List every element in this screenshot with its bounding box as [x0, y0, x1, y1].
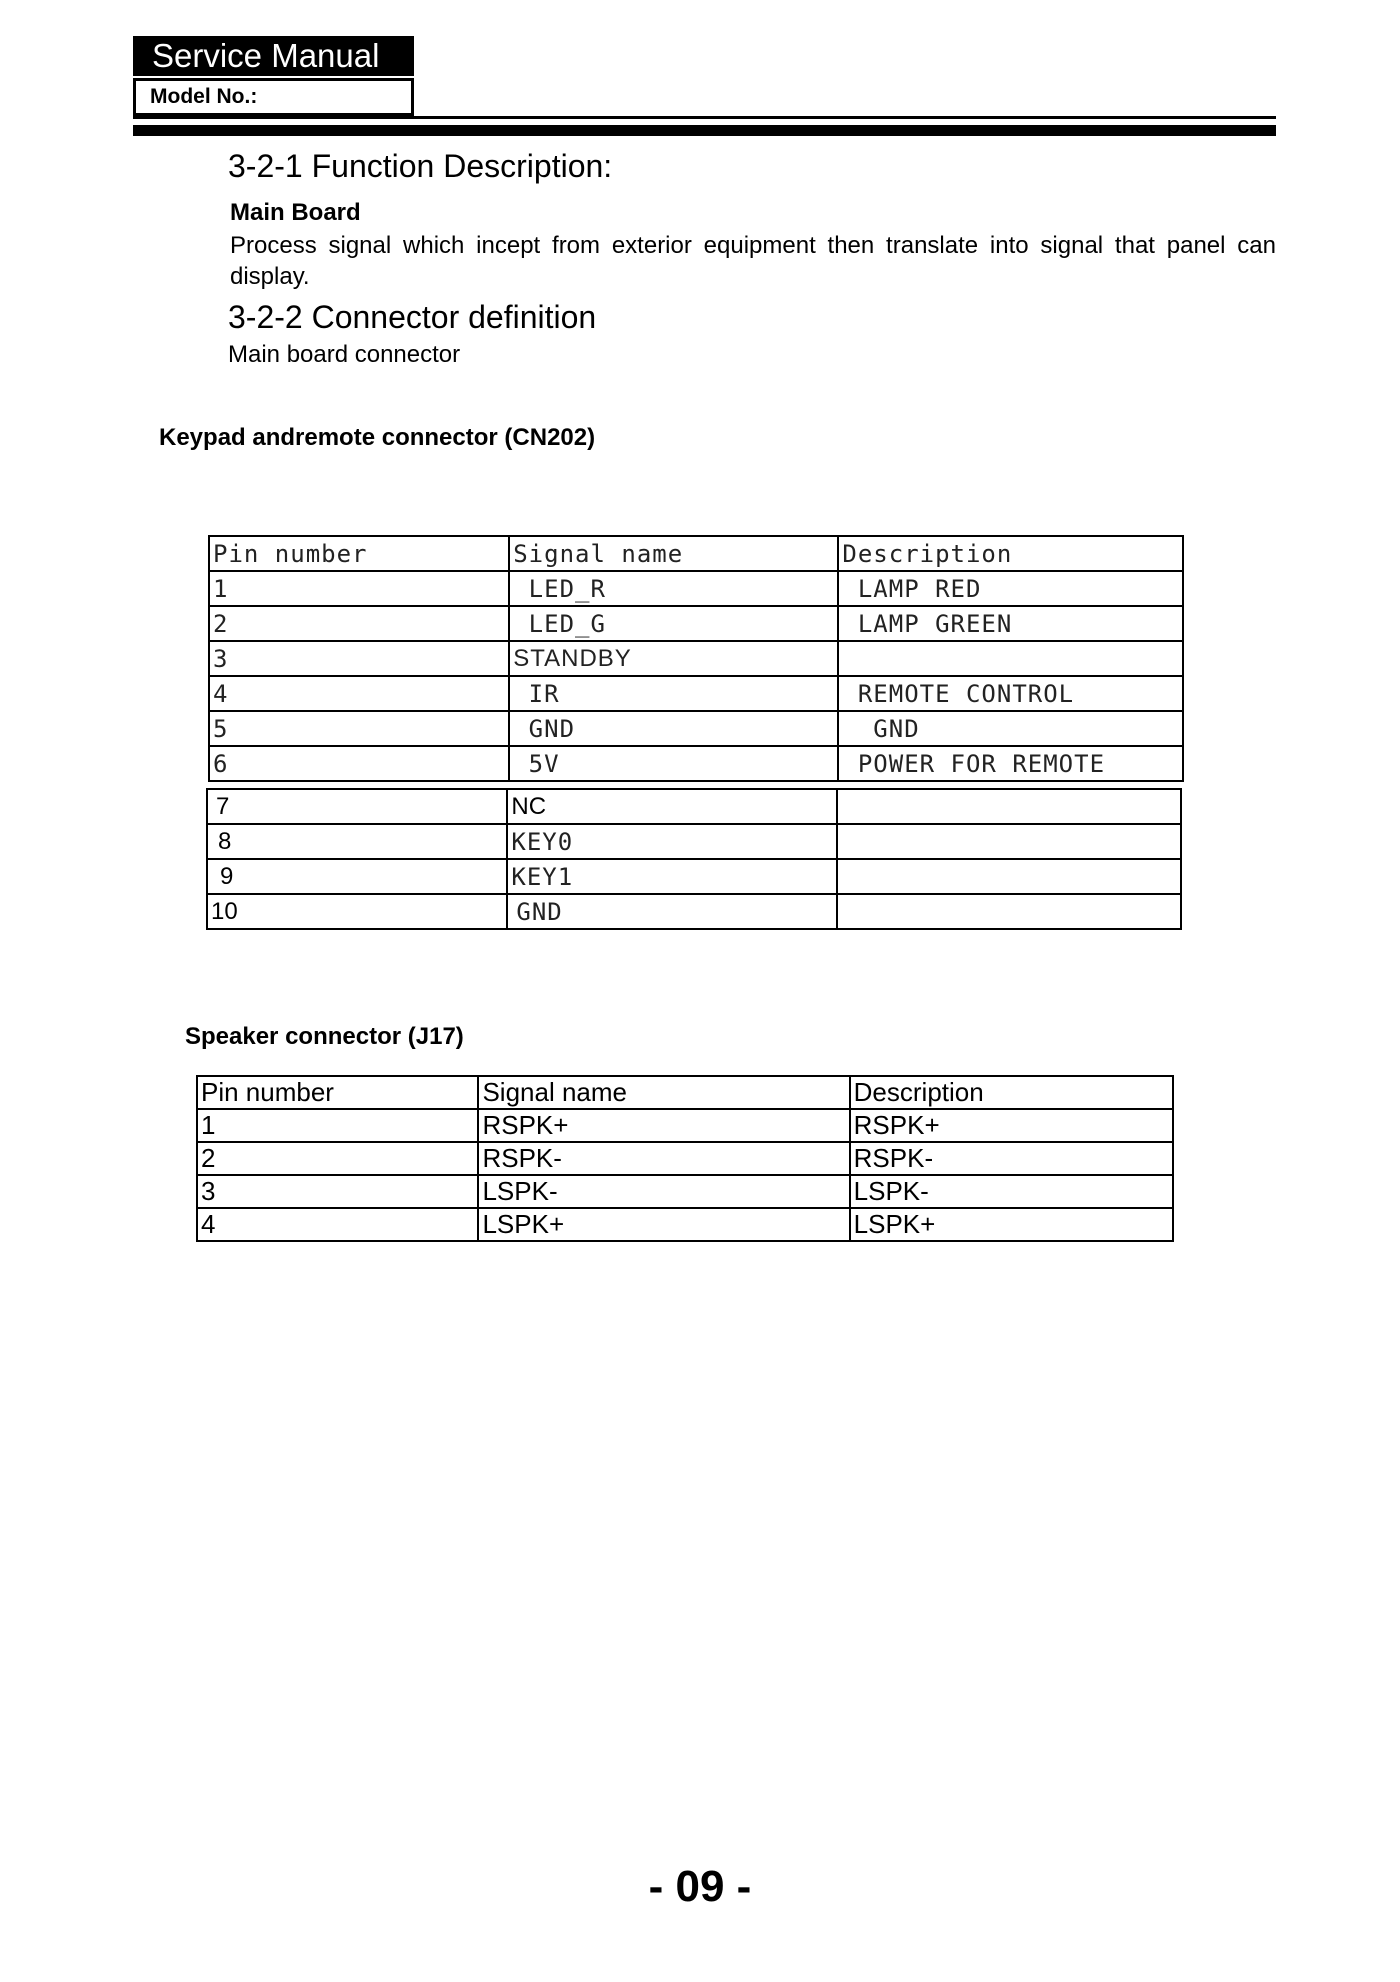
document-title: Service Manual — [133, 36, 414, 76]
description-cell: RSPK- — [850, 1142, 1173, 1175]
signal-cell: RSPK+ — [478, 1109, 849, 1142]
description-cell — [837, 894, 1181, 929]
pin-cell: 3 — [209, 641, 509, 676]
keypad-table-upper — [208, 535, 1184, 782]
pin-cell: 6 — [209, 746, 509, 781]
pin-cell: 9 — [207, 859, 507, 894]
page-number: - 09 - — [648, 1862, 752, 1911]
signal-cell: LED_G — [509, 606, 838, 641]
description-cell: GND — [838, 711, 1183, 746]
signal-cell: 5V — [509, 746, 838, 781]
description-cell — [837, 859, 1181, 894]
description-cell — [837, 789, 1181, 824]
table-header-row — [209, 536, 1183, 571]
signal-cell: RSPK- — [478, 1142, 849, 1175]
pin-cell: 4 — [209, 676, 509, 711]
signal-cell: KEY1 — [507, 859, 836, 894]
pin-cell: 1 — [197, 1109, 478, 1142]
signal-cell: GND — [509, 711, 838, 746]
model-number-label: Model No.: — [133, 78, 414, 116]
pin-cell: 2 — [209, 606, 509, 641]
keypad-connector-title: Keypad andremote connector (CN202) — [159, 424, 596, 451]
main-board-subheading: Main Board — [230, 199, 361, 226]
signal-cell: LSPK- — [478, 1175, 849, 1208]
section-heading-connector: 3-2-2 Connector definition — [228, 299, 597, 335]
section-heading-function: 3-2-1 Function Description: — [228, 148, 613, 184]
table-row — [209, 746, 1183, 781]
signal-cell: NC — [507, 789, 836, 824]
table-row — [209, 676, 1183, 711]
header-rule-thin — [133, 116, 1276, 119]
description-cell: LAMP RED — [838, 571, 1183, 606]
signal-cell: GND — [507, 894, 836, 929]
speaker-table — [196, 1075, 1174, 1242]
description-cell: LAMP GREEN — [838, 606, 1183, 641]
header-cell: Signal name — [509, 536, 838, 571]
signal-cell: LSPK+ — [478, 1208, 849, 1241]
header-cell: Description — [850, 1076, 1173, 1109]
description-cell: LSPK+ — [850, 1208, 1173, 1241]
header-cell: Pin number — [209, 536, 509, 571]
table-row — [197, 1175, 1173, 1208]
table-row — [207, 894, 1181, 929]
header-cell: Pin number — [197, 1076, 478, 1109]
description-cell: LSPK- — [850, 1175, 1173, 1208]
description-cell: REMOTE CONTROL — [838, 676, 1183, 711]
description-cell — [838, 641, 1183, 676]
pin-cell: 10 — [207, 894, 507, 929]
pin-cell: 3 — [197, 1175, 478, 1208]
description-cell: POWER FOR REMOTE — [838, 746, 1183, 781]
header-cell: Description — [838, 536, 1183, 571]
speaker-connector-title: Speaker connector (J17) — [185, 1023, 464, 1050]
pin-cell: 2 — [197, 1142, 478, 1175]
header-rule-thick — [133, 125, 1276, 136]
signal-cell: IR — [509, 676, 838, 711]
description-cell — [837, 824, 1181, 859]
table-row — [209, 571, 1183, 606]
pin-cell: 7 — [207, 789, 507, 824]
table-header-row — [197, 1076, 1173, 1109]
table-row — [197, 1109, 1173, 1142]
table-row — [197, 1142, 1173, 1175]
main-board-description: Process signal which incept from exterior equipment then translate into signal that panel can display. — [230, 232, 1276, 290]
signal-cell: KEY0 — [507, 824, 836, 859]
pin-cell: 1 — [209, 571, 509, 606]
table-row — [209, 711, 1183, 746]
pin-cell: 5 — [209, 711, 509, 746]
pin-cell: 8 — [207, 824, 507, 859]
table-row — [209, 641, 1183, 676]
signal-cell: LED_R — [509, 571, 838, 606]
table-row — [209, 606, 1183, 641]
description-cell: RSPK+ — [850, 1109, 1173, 1142]
table-row — [207, 789, 1181, 824]
table-row — [207, 824, 1181, 859]
table-row — [207, 859, 1181, 894]
table-row — [197, 1208, 1173, 1241]
signal-cell: STANDBY — [509, 641, 838, 676]
header-cell: Signal name — [478, 1076, 849, 1109]
pin-cell: 4 — [197, 1208, 478, 1241]
keypad-table-lower — [206, 788, 1182, 930]
main-board-connector-caption: Main board connector — [228, 341, 461, 368]
